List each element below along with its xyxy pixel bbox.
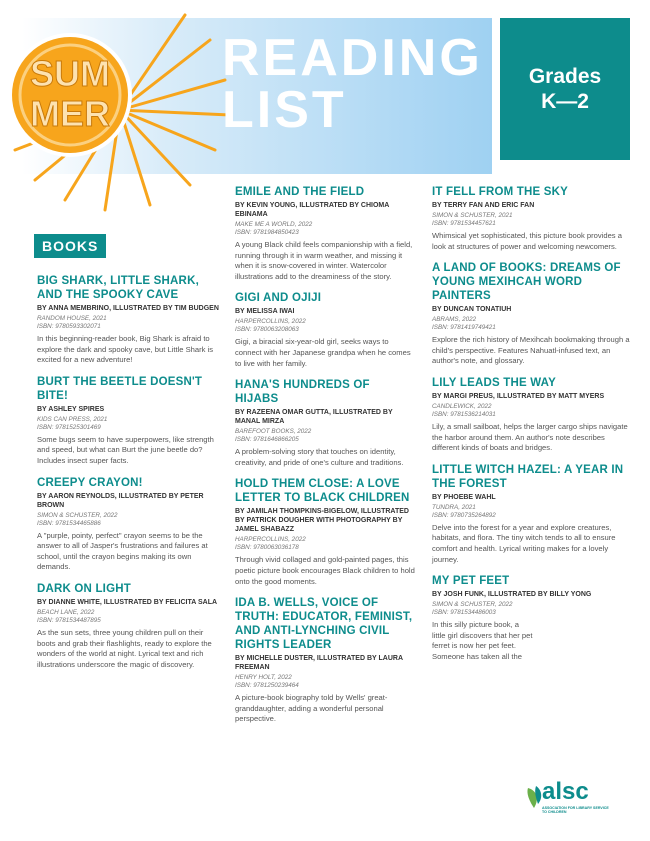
book-entry	[432, 574, 632, 662]
sun-text-line2: MER	[30, 93, 110, 134]
book-isbn: ISBN: 9781536214031	[432, 410, 496, 418]
book-title: GIGI AND OJIJI	[235, 292, 322, 305]
book-entry	[432, 261, 632, 367]
book-publisher: ABRAMS, 2022	[432, 316, 477, 324]
book-description: A young Black child feels companionship with a field, running through it in warm weather, and missing it when it is snow-covered in winter. Watercolor illustrations add to the dreaminess of the story.	[235, 240, 413, 281]
book-title: MY PET FEET	[432, 575, 510, 588]
book-isbn: ISBN: 9781534465886	[37, 519, 101, 527]
book-entry	[432, 463, 632, 565]
book-credit: BY PHOEBE WAHL	[432, 493, 496, 501]
book-title: EMILE AND THE FIELD	[235, 186, 365, 198]
book-title: HANA'S HUNDREDS OF HIJABS	[235, 379, 370, 406]
book-entry	[37, 582, 222, 670]
book-title: DARK ON LIGHT	[37, 582, 131, 595]
book-credit: BY ASHLEY SPIRES	[37, 405, 105, 413]
book-description: Whimsical yet sophisticated, this picture book provides a look at structures of power and welcoming newcomers.	[432, 231, 622, 251]
book-publisher: SIMON & SCHUSTER, 2022	[432, 601, 513, 609]
book-entry	[235, 477, 415, 587]
book-isbn: ISBN: 9780063036178	[235, 544, 299, 552]
book-isbn: ISBN: 9781646866205	[235, 436, 299, 444]
book-title: HOLD THEM CLOSE: A LOVE LETTER TO BLACK CHILDREN	[235, 478, 410, 505]
book-description: Lily, a small sailboat, helps the larger cargo ships navigate the harbor around them. An author's note describes different kinds of boats and bridges.	[432, 421, 628, 453]
title-line2: LIST	[222, 81, 347, 139]
title-line1: READING	[222, 29, 483, 87]
sun-ray	[120, 110, 230, 115]
book-publisher: SIMON & SCHUSTER, 2022	[37, 511, 118, 519]
book-description: Delve into the forest for a year and explore creatures, habitats, and flora. The tiny witch tends to all to ensure comfort and health. Lyrical writing makes for a lovely journey.	[432, 522, 616, 564]
book-title: IDA B. WELLS, VOICE OF TRUTH: EDUCATOR, FEMINIST, AND ANTI-LYNCHING CIVIL RIGHTS LEADER	[235, 597, 413, 652]
sun-ray	[120, 110, 215, 150]
book-isbn: ISBN: 9780593302071	[37, 323, 101, 330]
book-title: A LAND OF BOOKS: DREAMS OF YOUNG MEXIHCAH WORD PAINTERS	[432, 262, 621, 303]
book-credit: BY MELISSA IWAI	[235, 308, 295, 316]
book-entry	[37, 476, 222, 573]
book-title: LITTLE WITCH HAZEL: A YEAR IN THE FOREST	[432, 463, 624, 490]
book-publisher: HENRY HOLT, 2022	[235, 674, 292, 682]
book-entry	[235, 291, 415, 369]
book-description: A problem-solving story that touches on identity, creativity, and pride of one's culture and traditions.	[235, 447, 404, 467]
alsc-logo	[524, 778, 624, 827]
summer-sun-logo	[0, 0, 240, 220]
book-publisher: TUNDRA, 2021	[432, 503, 476, 511]
book-isbn: ISBN: 9780735264892	[432, 511, 496, 519]
book-publisher: MAKE ME A WORLD, 2022	[235, 221, 313, 228]
book-isbn: ISBN: 9781525301469	[37, 423, 101, 431]
book-publisher: BAREFOOT BOOKS, 2022	[235, 428, 312, 436]
book-credit: BY RAZEENA OMAR GUTTA, ILLUSTRATED BY MANAL MIRZA	[235, 409, 393, 426]
alsc-tagline: ASSOCIATION FOR LIBRARY SERVICE TO CHILDREN	[542, 806, 609, 815]
book-isbn: ISBN: 9781534486003	[432, 609, 496, 617]
book-publisher: BEACH LANE, 2022	[37, 608, 95, 616]
book-publisher: HARPERCOLLINS, 2022	[235, 318, 306, 326]
book-credit: BY AARON REYNOLDS, ILLUSTRATED BY PETER BROWN	[37, 492, 204, 509]
book-credit: BY ANNA MEMBRINO, ILLUSTRATED BY TIM BUDGEN	[37, 305, 219, 312]
book-description: Explore the rich history of Mexihcah bookmaking through a child's perspective. Features Nahuatl-infused text, an author's note, and glossary.	[432, 335, 630, 366]
book-isbn: ISBN: 9781534457621	[432, 220, 496, 227]
book-credit: BY KEVIN YOUNG, ILLUSTRATED BY CHIOMA EBINAMA	[235, 202, 390, 218]
book-description: Some bugs seem to have superpowers, like strength and speed, but what can Burt the june beetle do? Includes insect super facts.	[37, 434, 214, 465]
book-description: Through vivid collaged and gold-painted pages, this poetic picture book encourages Black children to hold onto the good moments.	[235, 555, 415, 586]
book-title: IT FELL FROM THE SKY	[432, 186, 569, 198]
book-description: A picture-book biography told by Wells' great-granddaughter, adding a wonderful personal perspective.	[235, 693, 388, 724]
sun-text-line1: SUM	[30, 53, 110, 94]
section-label-books: BOOKS	[34, 234, 106, 258]
book-credit: BY DIANNE WHITE, ILLUSTRATED BY FELICITA SALA	[37, 598, 218, 606]
book-credit: BY JAMILAH THOMPKINS-BIGELOW, ILLUSTRATED BY PATRICK DOUGHER WITH PHOTOGRAPHY BY JAMEL SHABAZZ	[235, 508, 409, 534]
grades-label: Grades	[528, 65, 602, 88]
sun-ray	[120, 40, 210, 110]
book-isbn: ISBN: 9781534487895	[37, 616, 101, 624]
book-credit: BY DUNCAN TONATIUH	[432, 306, 512, 314]
book-publisher: KIDS CAN PRESS, 2021	[37, 415, 108, 423]
book-isbn: ISBN: 9781419749421	[432, 324, 496, 332]
book-publisher: RANDOM HOUSE, 2021	[37, 315, 107, 322]
book-description: As the sun sets, three young children pull on their boots and grab their flashlights, ready to explore the wonders of the world at night. Lyrical text and rich illustrations underscore the magic of discovery.	[37, 627, 212, 669]
book-entry	[235, 596, 415, 725]
grades-badge	[500, 18, 630, 160]
book-credit: BY TERRY FAN AND ERIC FAN	[432, 202, 535, 209]
book-isbn: ISBN: 9780063208063	[235, 326, 299, 334]
alsc-wordmark: alsc	[542, 778, 589, 805]
book-description: A "purple, pointy, perfect" crayon seems to be the answer to all of Jasper's frustrations and failures at school, until the crayon begins making its own demands.	[37, 530, 208, 572]
book-isbn: ISBN: 9781250239464	[235, 682, 299, 690]
book-publisher: HARPERCOLLINS, 2022	[235, 536, 306, 544]
book-isbn: ISBN: 9781984850423	[235, 229, 299, 236]
book-entry	[37, 274, 222, 366]
book-title: CREEPY CRAYON!	[37, 476, 143, 489]
book-entry	[432, 376, 632, 454]
book-entry	[37, 375, 222, 467]
book-description: In this beginning-reader book, Big Shark is afraid to explore the dark and spooky cave, but Little Shark is excited for a new adventure!	[37, 334, 214, 365]
page-title	[222, 29, 483, 139]
book-credit: BY MICHELLE DUSTER, ILLUSTRATED BY LAURA FREEMAN	[235, 655, 403, 672]
book-publisher: SIMON & SCHUSTER, 2021	[432, 212, 513, 219]
book-credit: BY JOSH FUNK, ILLUSTRATED BY BILLY YONG	[432, 591, 592, 599]
column-2	[235, 185, 415, 734]
book-entry	[235, 185, 415, 282]
book-entry	[235, 378, 415, 468]
book-title: BIG SHARK, LITTLE SHARK, AND THE SPOOKY CAVE	[37, 275, 199, 301]
book-publisher: CANDLEWICK, 2022	[432, 402, 492, 410]
book-title: LILY LEADS THE WAY	[432, 376, 556, 389]
column-1	[37, 274, 222, 679]
book-credit: BY MARGI PREUS, ILLUSTRATED BY MATT MYERS	[432, 392, 605, 400]
column-3	[432, 185, 632, 672]
book-description: Gigi, a biracial six-year-old girl, seeks ways to connect with her Japanese grandpa when he comes to live with her family.	[235, 337, 411, 368]
book-title: BURT THE BEETLE DOESN'T BITE!	[37, 375, 203, 402]
book-description: In this silly picture book, a little girl discovers that her pet ferret is now her pet feet. Someone has taken all the	[432, 620, 533, 661]
grades-range: K—2	[541, 90, 589, 113]
book-entry	[432, 185, 632, 252]
